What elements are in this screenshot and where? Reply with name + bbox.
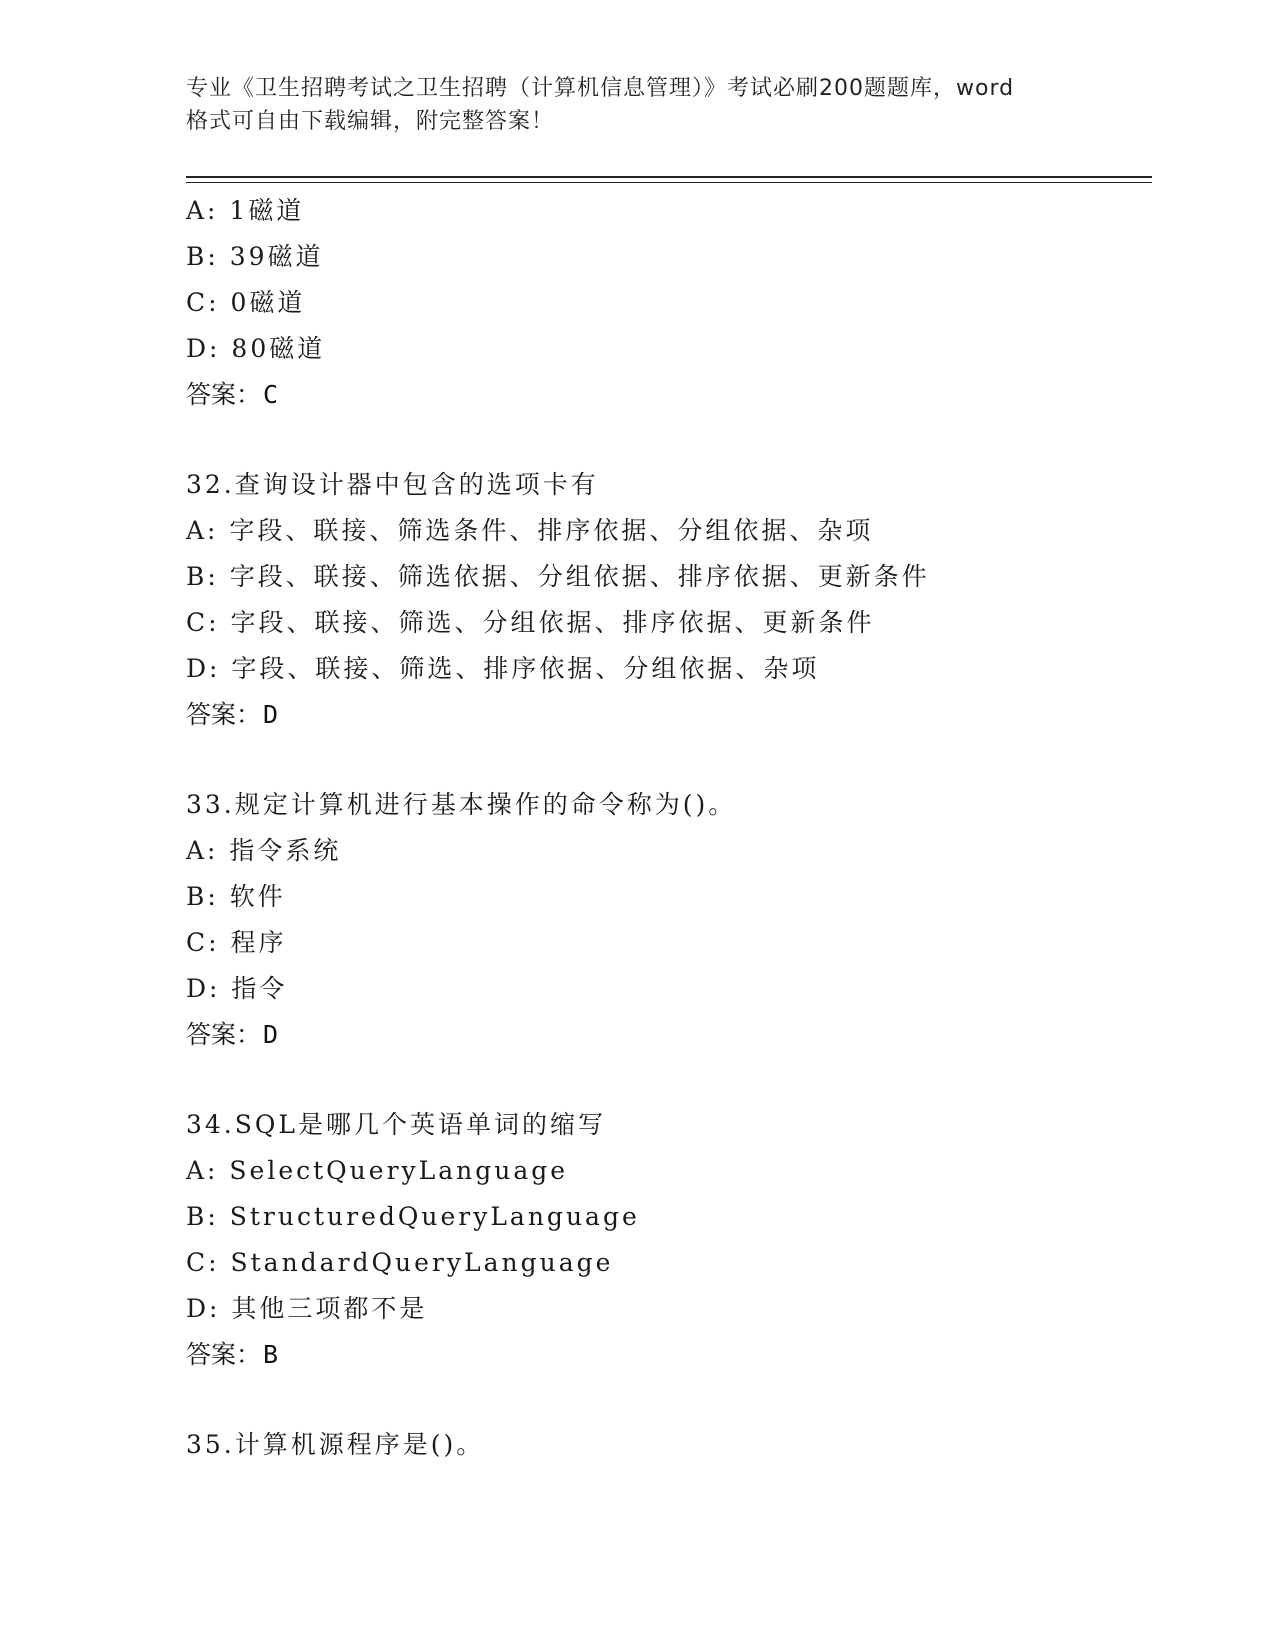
answer-label: 答案： [186,700,262,729]
header-divider-thin [186,182,1152,183]
answer-line [186,372,1186,418]
question-31-continued [186,188,1186,418]
option-d: D: 其他三项都不是 [186,1294,428,1323]
question-33 [186,782,1186,1058]
document-header [186,72,1086,138]
answer-label: 答案： [186,1340,262,1369]
option-c: C: 0磁道 [186,288,306,317]
answer-value: B [263,1340,279,1369]
answer-value: C [263,380,279,409]
option-c: C: 字段、联接、筛选、分组依据、排序依据、更新条件 [186,608,875,637]
question-35 [186,1422,1186,1468]
option-c: C: 程序 [186,928,287,957]
option-b: B: 39磁道 [186,242,324,271]
question-title: 34.SQL是哪几个英语单词的缩写 [186,1110,606,1139]
question-32 [186,462,1186,738]
option-a: A: SelectQueryLanguage [186,1156,569,1185]
question-title: 33.规定计算机进行基本操作的命令称为()。 [186,790,737,819]
answer-line [186,1332,1186,1378]
question-34 [186,1102,1186,1378]
option-d: D: 字段、联接、筛选、排序依据、分组依据、杂项 [186,654,820,683]
question-title: 32.查询设计器中包含的选项卡有 [186,470,599,499]
question-list [186,188,1186,1468]
question-title: 35.计算机源程序是()。 [186,1430,485,1459]
option-a: A: 指令系统 [186,836,342,865]
option-c: C: StandardQueryLanguage [186,1248,614,1277]
option-b: B: StructuredQueryLanguage [186,1202,640,1231]
header-line-1: 专业《卫生招聘考试之卫生招聘（计算机信息管理）》考试必刷200题题库，word [186,76,1015,101]
option-a: A: 1磁道 [186,196,305,225]
answer-line [186,1012,1186,1058]
header-divider-thick [186,176,1152,178]
answer-label: 答案： [186,1020,262,1049]
answer-value: D [263,700,279,729]
answer-line [186,692,1186,738]
header-line-2: 格式可自由下载编辑，附完整答案！ [186,109,555,134]
option-d: D: 指令 [186,974,288,1003]
answer-value: D [263,1020,279,1049]
option-a: A: 字段、联接、筛选条件、排序依据、分组依据、杂项 [186,516,874,545]
option-d: D: 80磁道 [186,334,326,363]
option-b: B: 字段、联接、筛选依据、分组依据、排序依据、更新条件 [186,562,930,591]
answer-label: 答案： [186,380,262,409]
option-b: B: 软件 [186,882,286,911]
